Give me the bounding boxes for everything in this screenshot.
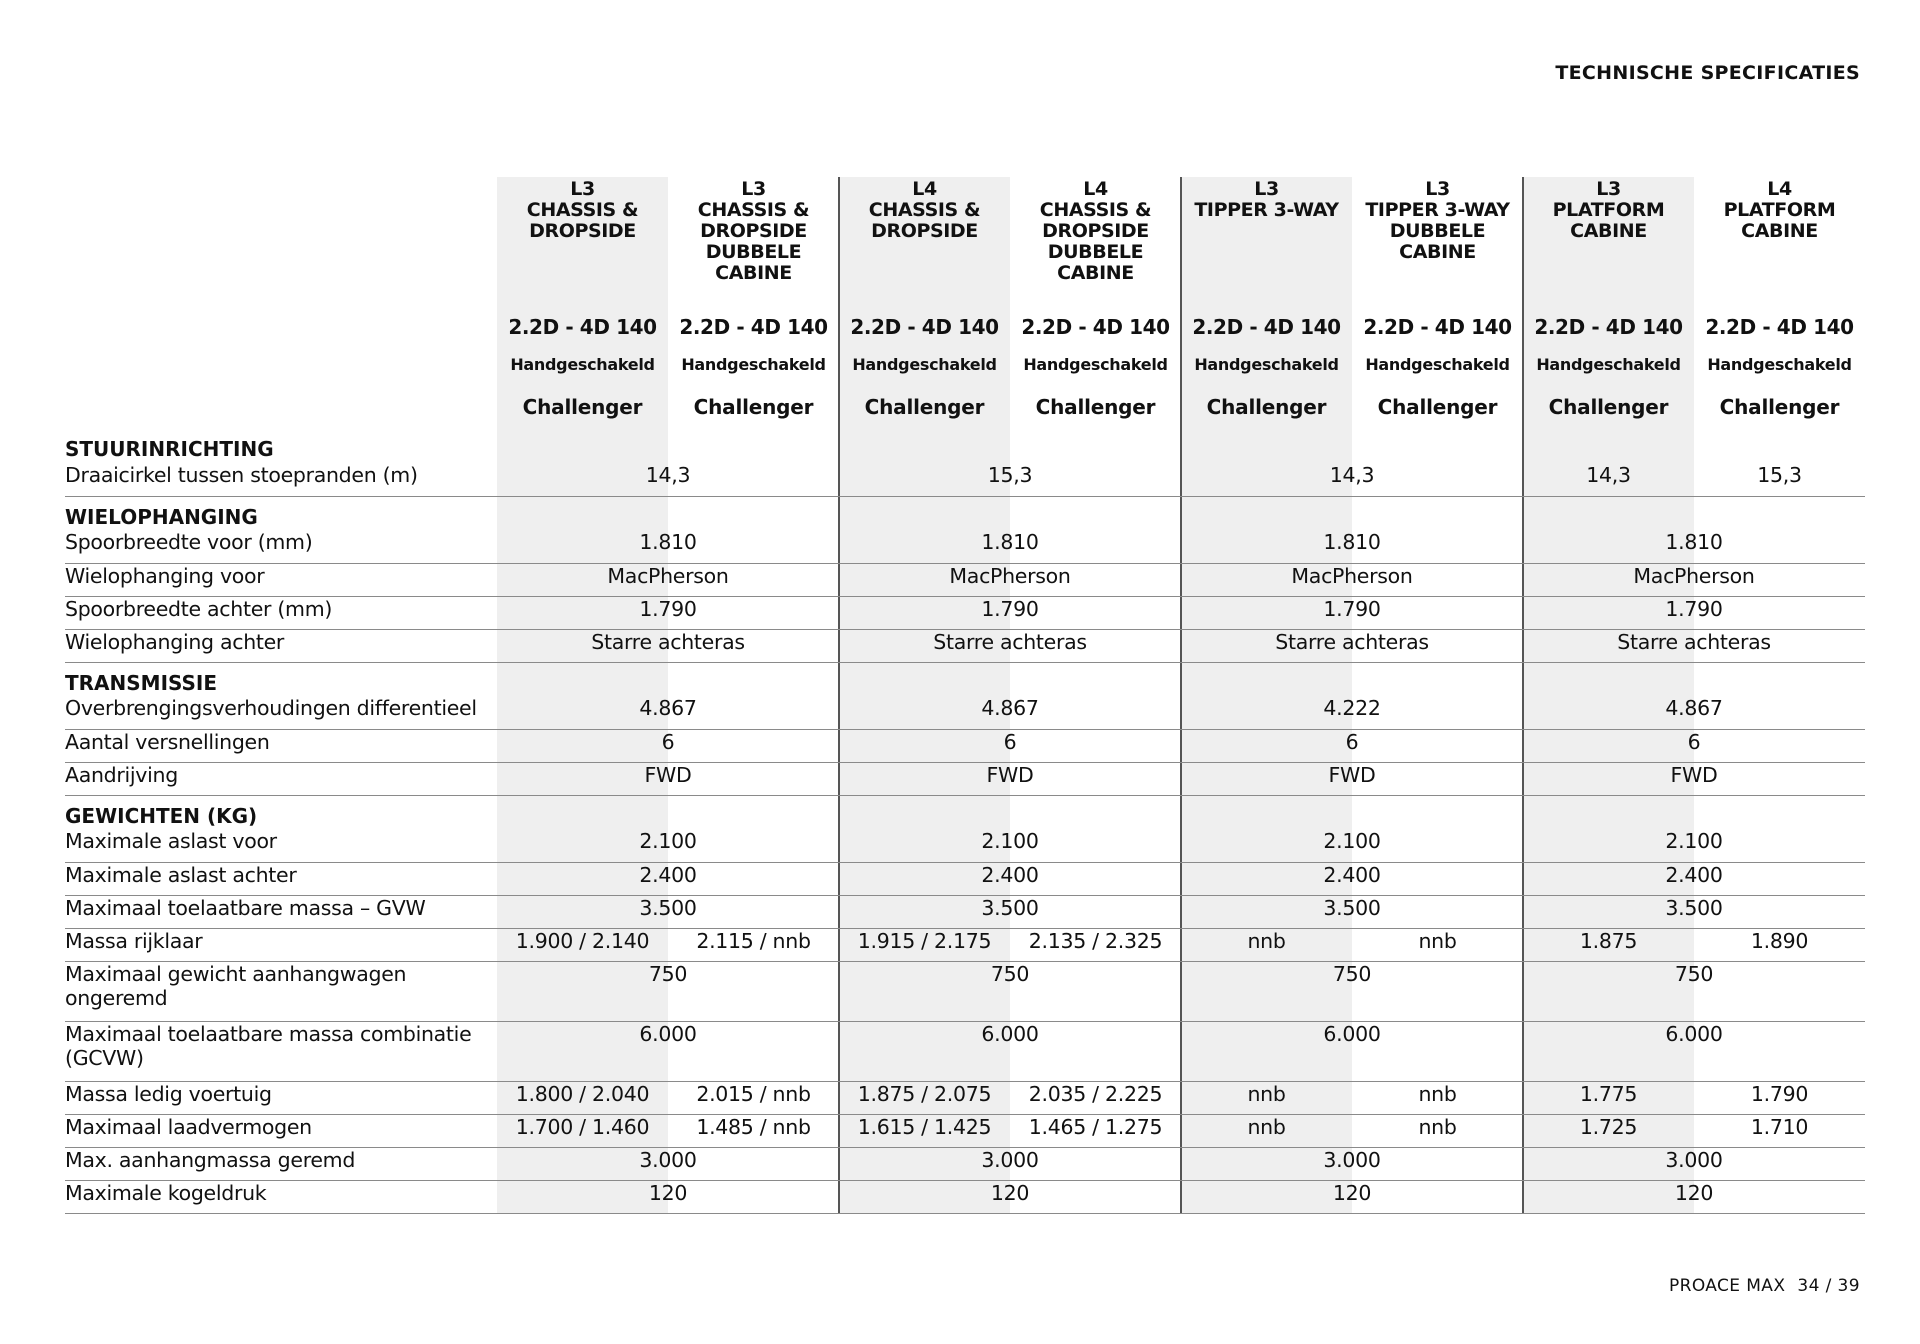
column-engine: 2.2D - 4D 140 [850, 315, 999, 339]
value-cell: 1.810 [1181, 530, 1523, 563]
value-cell: Starre achteras [839, 629, 1181, 662]
column-model: L3 CHASSIS & DROPSIDE DUBBELE CABINE [697, 178, 810, 284]
row-label: Draaicirkel tussen stoepranden (m) [65, 463, 497, 496]
column-version: Challenger [1377, 395, 1498, 419]
spec-row [65, 563, 1865, 596]
empty-cell [1523, 496, 1694, 530]
row-label: Wielophanging voor [65, 563, 497, 596]
row-label: Massa rijklaar [65, 928, 497, 961]
empty-cell [1181, 429, 1352, 463]
value-cell: FWD [1523, 762, 1865, 795]
header-spacer [65, 385, 497, 429]
value-cell: 2.100 [1181, 829, 1523, 862]
column-transmission: Handgeschakeld [1194, 355, 1339, 374]
value-cell: 3.500 [1181, 895, 1523, 928]
section-heading: GEWICHTEN (KG) [65, 803, 258, 828]
value-cell: 1.790 [1694, 1081, 1865, 1114]
spec-row [65, 1147, 1865, 1180]
column-model: L3 PLATFORM CABINE [1552, 178, 1665, 242]
header-row-engine [65, 310, 1865, 344]
page-title: TECHNISCHE SPECIFICATIES [1555, 62, 1860, 84]
empty-cell [497, 496, 668, 530]
empty-cell [1010, 795, 1181, 829]
value-cell: 4.222 [1181, 696, 1523, 729]
value-cell: 6 [839, 729, 1181, 762]
value-cell: 1.900 / 2.140 [497, 928, 668, 961]
value-cell: 1.810 [839, 530, 1181, 563]
empty-cell [839, 795, 1010, 829]
value-cell: 2.400 [497, 862, 839, 895]
value-cell: Starre achteras [497, 629, 839, 662]
spec-row [65, 729, 1865, 762]
value-cell: 1.775 [1523, 1081, 1694, 1114]
value-cell: 1.700 / 1.460 [497, 1114, 668, 1147]
empty-cell [668, 795, 839, 829]
spec-row [65, 762, 1865, 795]
row-label: Massa ledig voertuig [65, 1081, 497, 1114]
row-label: Maximale aslast achter [65, 862, 497, 895]
value-cell: 1.465 / 1.275 [1010, 1114, 1181, 1147]
value-cell: 120 [839, 1180, 1181, 1213]
column-version: Challenger [693, 395, 814, 419]
spec-row [65, 1114, 1865, 1147]
row-label: Maximale kogeldruk [65, 1180, 497, 1213]
column-version: Challenger [1548, 395, 1669, 419]
value-cell: 14,3 [1523, 463, 1694, 496]
value-cell: 1.915 / 2.175 [839, 928, 1010, 961]
value-cell: 750 [839, 961, 1181, 1021]
value-cell: 1.810 [1523, 530, 1865, 563]
spec-row [65, 1180, 1865, 1213]
spec-row [65, 696, 1865, 729]
section-row [65, 795, 1865, 829]
empty-cell [1181, 496, 1352, 530]
empty-cell [497, 662, 668, 696]
column-engine: 2.2D - 4D 140 [508, 315, 657, 339]
value-cell: 3.500 [1523, 895, 1865, 928]
section-row [65, 662, 1865, 696]
section-heading: STUURINRICHTING [65, 437, 274, 461]
row-label: Maximaal toelaatbare massa combinatie (GCVW) [65, 1021, 497, 1081]
spec-row [65, 463, 1865, 496]
value-cell: 750 [1523, 961, 1865, 1021]
value-cell: Starre achteras [1523, 629, 1865, 662]
value-cell: 2.015 / nnb [668, 1081, 839, 1114]
value-cell: 14,3 [1181, 463, 1523, 496]
column-model: L3 TIPPER 3-WAY [1194, 178, 1339, 221]
value-cell: nnb [1352, 928, 1523, 961]
column-model: L4 CHASSIS & DROPSIDE [868, 178, 981, 242]
value-cell: 1.790 [1523, 596, 1865, 629]
section-row [65, 496, 1865, 530]
empty-cell [839, 496, 1010, 530]
column-model: L4 CHASSIS & DROPSIDE DUBBELE CABINE [1039, 178, 1152, 284]
value-cell: 6.000 [839, 1021, 1181, 1081]
row-label: Aandrijving [65, 762, 497, 795]
value-cell: 750 [497, 961, 839, 1021]
value-cell: 3.500 [839, 895, 1181, 928]
value-cell: 1.485 / nnb [668, 1114, 839, 1147]
value-cell: 1.890 [1694, 928, 1865, 961]
column-transmission: Handgeschakeld [852, 355, 997, 374]
value-cell: 2.035 / 2.225 [1010, 1081, 1181, 1114]
section-row [65, 429, 1865, 463]
value-cell: 3.000 [1523, 1147, 1865, 1180]
value-cell: 3.000 [497, 1147, 839, 1180]
value-cell: 4.867 [839, 696, 1181, 729]
empty-cell [497, 429, 668, 463]
empty-cell [1352, 496, 1523, 530]
column-transmission: Handgeschakeld [1707, 355, 1852, 374]
empty-cell [1694, 429, 1865, 463]
value-cell: 1.790 [839, 596, 1181, 629]
value-cell: 4.867 [497, 696, 839, 729]
value-cell: 2.135 / 2.325 [1010, 928, 1181, 961]
column-version: Challenger [1035, 395, 1156, 419]
value-cell: nnb [1352, 1081, 1523, 1114]
header-row-model [65, 177, 1865, 310]
value-cell: 6 [497, 729, 839, 762]
value-cell: 15,3 [839, 463, 1181, 496]
value-cell: 120 [497, 1180, 839, 1213]
page-number: 34 / 39 [1797, 1276, 1860, 1296]
empty-cell [1694, 795, 1865, 829]
row-label: Max. aanhangmassa geremd [65, 1147, 497, 1180]
value-cell: 3.000 [1181, 1147, 1523, 1180]
section-heading: TRANSMISSIE [65, 670, 218, 695]
empty-cell [1010, 662, 1181, 696]
row-label: Maximaal gewicht aanhangwagen ongeremd [65, 961, 497, 1021]
empty-cell [1352, 795, 1523, 829]
header-spacer [65, 177, 497, 310]
column-version: Challenger [1719, 395, 1840, 419]
empty-cell [1352, 429, 1523, 463]
column-engine: 2.2D - 4D 140 [1534, 315, 1683, 339]
value-cell: 1.875 / 2.075 [839, 1081, 1010, 1114]
value-cell: 1.790 [497, 596, 839, 629]
column-transmission: Handgeschakeld [1536, 355, 1681, 374]
value-cell: 2.400 [839, 862, 1181, 895]
empty-cell [668, 496, 839, 530]
value-cell: 3.500 [497, 895, 839, 928]
empty-cell [1694, 496, 1865, 530]
column-version: Challenger [864, 395, 985, 419]
empty-cell [668, 429, 839, 463]
column-engine: 2.2D - 4D 140 [1021, 315, 1170, 339]
value-cell: 1.725 [1523, 1114, 1694, 1147]
value-cell: 2.100 [839, 829, 1181, 862]
value-cell: 6.000 [497, 1021, 839, 1081]
value-cell: 1.790 [1181, 596, 1523, 629]
value-cell: 120 [1181, 1180, 1523, 1213]
spec-row [65, 862, 1865, 895]
row-label: Spoorbreedte achter (mm) [65, 596, 497, 629]
column-model: L3 TIPPER 3-WAY DUBBELE CABINE [1365, 178, 1510, 263]
spec-row [65, 895, 1865, 928]
document-name: PROACE MAX [1668, 1276, 1786, 1296]
spec-table [65, 177, 1865, 1214]
column-model: L3 CHASSIS & DROPSIDE [526, 178, 639, 242]
header-row-transmission [65, 344, 1865, 385]
value-cell: FWD [1181, 762, 1523, 795]
empty-cell [1181, 795, 1352, 829]
value-cell: 6.000 [1523, 1021, 1865, 1081]
section-heading: WIELOPHANGING [65, 504, 258, 529]
header-row-version [65, 385, 1865, 429]
row-label: Aantal versnellingen [65, 729, 497, 762]
column-model: L4 PLATFORM CABINE [1723, 178, 1836, 242]
row-label: Maximale aslast voor [65, 829, 497, 862]
value-cell: 1.710 [1694, 1114, 1865, 1147]
value-cell: 6 [1523, 729, 1865, 762]
empty-cell [1523, 795, 1694, 829]
value-cell: nnb [1181, 1114, 1352, 1147]
column-engine: 2.2D - 4D 140 [1363, 315, 1512, 339]
value-cell: 120 [1523, 1180, 1865, 1213]
value-cell: 2.400 [1523, 862, 1865, 895]
empty-cell [1352, 662, 1523, 696]
header-spacer [65, 344, 497, 385]
row-label: Spoorbreedte voor (mm) [65, 530, 497, 563]
empty-cell [1010, 429, 1181, 463]
spec-row [65, 1081, 1865, 1114]
value-cell: FWD [839, 762, 1181, 795]
empty-cell [1010, 496, 1181, 530]
value-cell: Starre achteras [1181, 629, 1523, 662]
value-cell: 2.100 [497, 829, 839, 862]
column-version: Challenger [1206, 395, 1327, 419]
column-transmission: Handgeschakeld [1023, 355, 1168, 374]
value-cell: nnb [1181, 928, 1352, 961]
spec-row [65, 596, 1865, 629]
value-cell: 15,3 [1694, 463, 1865, 496]
header-spacer [65, 310, 497, 344]
value-cell: 1.810 [497, 530, 839, 563]
value-cell: nnb [1352, 1114, 1523, 1147]
value-cell: FWD [497, 762, 839, 795]
page-footer [1669, 1276, 1860, 1296]
value-cell: MacPherson [497, 563, 839, 596]
spec-row [65, 961, 1865, 1021]
column-transmission: Handgeschakeld [681, 355, 826, 374]
value-cell: 6 [1181, 729, 1523, 762]
value-cell: 14,3 [497, 463, 839, 496]
row-label: Maximaal laadvermogen [65, 1114, 497, 1147]
column-engine: 2.2D - 4D 140 [1192, 315, 1341, 339]
value-cell: 2.400 [1181, 862, 1523, 895]
row-label: Wielophanging achter [65, 629, 497, 662]
value-cell: 3.000 [839, 1147, 1181, 1180]
value-cell: 750 [1181, 961, 1523, 1021]
value-cell: nnb [1181, 1081, 1352, 1114]
value-cell: 2.115 / nnb [668, 928, 839, 961]
value-cell: 1.615 / 1.425 [839, 1114, 1010, 1147]
spec-row [65, 530, 1865, 563]
value-cell: 4.867 [1523, 696, 1865, 729]
value-cell: MacPherson [1181, 563, 1523, 596]
spec-row [65, 928, 1865, 961]
empty-cell [839, 662, 1010, 696]
value-cell: 1.875 [1523, 928, 1694, 961]
row-label: Maximaal toelaatbare massa – GVW [65, 895, 497, 928]
row-label: Overbrengingsverhoudingen differentieel [65, 696, 497, 729]
column-transmission: Handgeschakeld [510, 355, 655, 374]
column-version: Challenger [522, 395, 643, 419]
empty-cell [839, 429, 1010, 463]
spec-row [65, 829, 1865, 862]
value-cell: 2.100 [1523, 829, 1865, 862]
value-cell: 6.000 [1181, 1021, 1523, 1081]
empty-cell [1523, 429, 1694, 463]
spec-row [65, 1021, 1865, 1081]
column-transmission: Handgeschakeld [1365, 355, 1510, 374]
value-cell: MacPherson [839, 563, 1181, 596]
spec-row [65, 629, 1865, 662]
empty-cell [668, 662, 839, 696]
empty-cell [1181, 662, 1352, 696]
value-cell: 1.800 / 2.040 [497, 1081, 668, 1114]
empty-cell [1523, 662, 1694, 696]
value-cell: MacPherson [1523, 563, 1865, 596]
empty-cell [497, 795, 668, 829]
column-engine: 2.2D - 4D 140 [1705, 315, 1854, 339]
column-engine: 2.2D - 4D 140 [679, 315, 828, 339]
empty-cell [1694, 662, 1865, 696]
